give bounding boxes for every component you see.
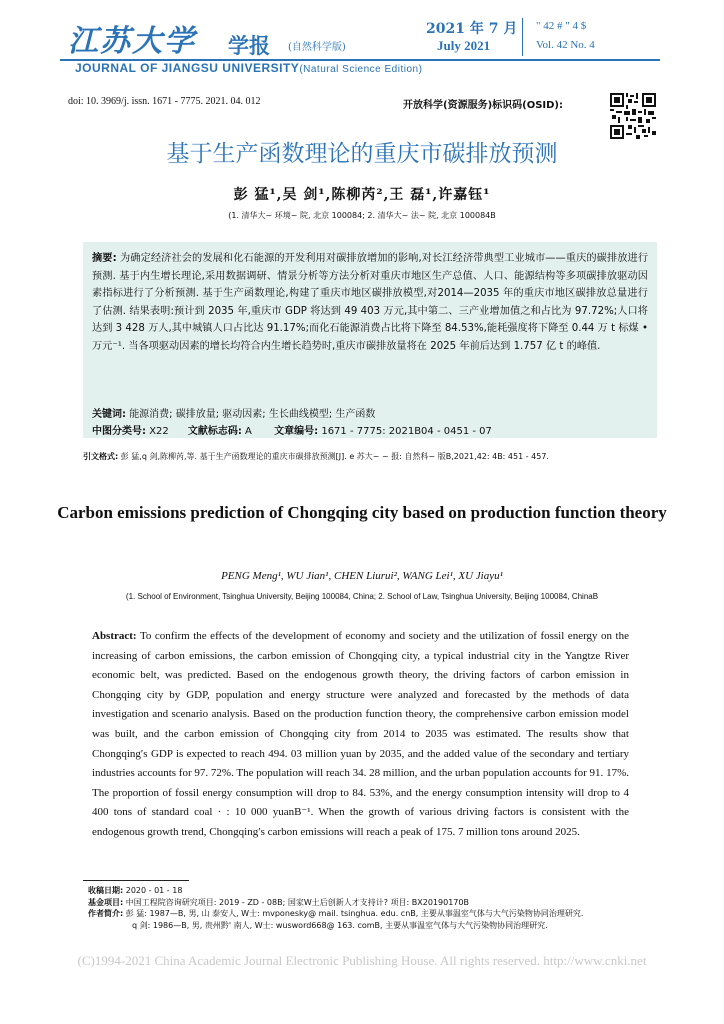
author1-bio: 彭 猛: 1987—B, 男, 山 泰安人, W士: mvponesky@ mail. tsinghua. edu. cnB, 主要从事温室气体与大气污染物协同治理研究. — [125, 909, 584, 918]
header-divider — [522, 18, 523, 56]
doc-code-value: A — [245, 426, 252, 437]
classification-cn — [92, 422, 492, 437]
osid-label: 开放科学(资源服务)标识码(OSID): — [403, 100, 564, 111]
received-label: 收稿日期: — [88, 886, 124, 895]
doc-code-label: 文献标志码: — [187, 426, 242, 437]
abstract-en-text: To confirm the effects of the development of economy and society and the utilization of fossil energy on the increasing of carbon emissions, the carbon emission of Chongqing city, a typical industrial city in the Yangtze River economic belt, was predicted. Based on the endogenous growth theory, the driving factors of carbon emission in Chongqing city by GDP, population and energy structure were analyzed and forecasted by the methods of data investigation and scenario analysis. Based on the production function theory, the comprehensive carbon emission model was built, and the carbon emission of Chongqing city from 2014 to 2035 was estimated. The results show that Chongqing′s GDP is expected to reach 494. 03 million yuan by 2035, and the added value of the secondary and tertiary industries accounts for 97. 72%. The population will reach 34. 28 million, and the urban population accounts for 91. 17%. The proportion of fossil energy consumption will drop to 84. 53%, and the energy consumption intensity will drop to 4 400 tons of standard coal · : 10 000 yuanB⁻¹. When the growth of various driving factors is consistent with the endogenous growth trend, Chongqing′s carbon emissions will reach a peak of 175. 7 million tons around 2025. — [92, 630, 629, 838]
footnote-author2 — [88, 920, 648, 932]
journal-name-en-main: JOURNAL OF JIANGSU UNIVERSITY — [75, 61, 300, 75]
article-title-en: Carbon emissions prediction of Chongqing city based on production function theory — [57, 503, 667, 522]
footnotes — [88, 885, 648, 931]
affiliation-en: (1. School of Environment, Tsinghua University, Beijing 100084, China; 2. School of Law, Tsinghua University, Beijing 100084, ChinaB — [125, 592, 599, 601]
fund-label: 基金项目: — [88, 897, 124, 907]
journal-word: 学报 — [228, 33, 270, 58]
citation-text: 彭 猛,q 剑,陈柳芮,等. 基于生产函数理论的重庆市碳排放预测[J]. e 苏大~ ~ 报: 自然科~ 版B,2021,42: 4B: 451 - 457. — [120, 452, 549, 461]
journal-logo-cn: 江苏大学 — [68, 24, 196, 59]
volume-code-line1: " 42 # " 4 $ — [536, 20, 587, 32]
abstract-en-label: Abstract: — [92, 630, 137, 642]
fund-text: 中国工程院咨询研究项目: 2019 - ZD - 08B; 国家W土后创新人才支持计? 项目: BX20190170B — [125, 897, 469, 907]
authors-en: PENG Meng¹, WU Jian¹, CHEN Liurui², WANG Lei¹, XU Jiayu¹ — [221, 570, 503, 582]
authors-cn: 彭 猛¹,吴 剑¹,陈柳芮²,王 磊¹,许嘉钰¹ — [233, 187, 491, 203]
qr-code-icon[interactable] — [610, 93, 656, 139]
journal-name-en — [75, 61, 422, 75]
article-title-cn: 基于生产函数理论的重庆市碳排放预测 — [166, 141, 558, 167]
footnote-rule — [83, 880, 189, 881]
abstract-cn-label: 摘要: — [92, 253, 117, 264]
abstract-cn — [92, 250, 648, 355]
clc-label: 中图分类号: — [92, 426, 146, 437]
abstract-cn-text: 为确定经济社会的发展和化石能源的开发利用对碳排放增加的影响,对长江经济带典型工业城市——重庆的碳排放进行预测. 基于内生增长理论,采用数据调研、情景分析等方法分析对重庆市地区生产总值、人口、能源结构等多项碳排放驱动因素指标进行了分析预测. 基于生产函数理论,构建了重庆市地区碳排放模型,对2014—2035 年的重庆市地区碳排放总量进行了估测. 结果表明:预计到 2035 年,重庆市 GDP 将达到 49 403 万元,其中第二、三产业增加值之和占比为 97.72%;人口将达到 3 428 万人,其中城镇人口占比达 91.17%;而化石能源消费占比将下降至 84.53%,能耗强度将下降至 0.44 万 t 标煤 • 万元⁻¹. 当各项驱动因素的增长均符合内生增长趋势时,重庆市碳排放量将在 2025 年前后达到 1.757 亿 t 的峰值. — [92, 253, 648, 352]
footnote-received — [88, 885, 648, 897]
journal-edition-en: (Natural Science Edition) — [299, 64, 423, 75]
author-label: 作者简介: — [88, 909, 124, 918]
received-date: 2020 - 01 - 18 — [125, 886, 183, 895]
article-no-label: 文章编号: — [274, 426, 319, 437]
volume-issue: Vol. 42 No. 4 — [536, 39, 595, 51]
keywords-cn-text: 能源消费; 碳排放量; 驱动因素; 生长曲线模型; 生产函数 — [129, 409, 376, 420]
abstract-en — [92, 627, 629, 843]
author2-bio: q 剑: 1986—B, 男, 贵州黔' 南人, W士: wusword668@ 163. comB, 主要从事温室气体与大气污染物协同治理研究. — [132, 920, 548, 930]
journal-edition-cn: (自然科学版) — [288, 42, 346, 53]
issue-date-cn: 2021 年 7 月 — [426, 21, 518, 37]
affiliation-cn: (1. 清华大~ 环境~ 院, 北京 100084; 2. 清华大~ 法~ 院, 北京 100084B — [228, 211, 496, 220]
keywords-cn-label: 关键词: — [92, 409, 126, 420]
issue-date-en: July 2021 — [437, 38, 491, 53]
footnote-fund — [88, 897, 648, 909]
citation — [83, 449, 653, 464]
doi-line[interactable]: doi: 10. 3969/j. issn. 1671 - 7775. 2021. 04. 012 — [68, 96, 261, 107]
clc-value: X22 — [149, 426, 169, 437]
keywords-cn — [92, 405, 375, 420]
footnote-author1 — [88, 908, 648, 920]
article-no-value: 1671 - 7775: 2021B04 - 0451 - 07 — [321, 426, 492, 437]
citation-label: 引文格式: — [83, 452, 119, 461]
copyright-watermark: (C)1994-2021 China Academic Journal Electronic Publishing House. All rights reserved. http://www.cnki.net — [77, 953, 647, 968]
